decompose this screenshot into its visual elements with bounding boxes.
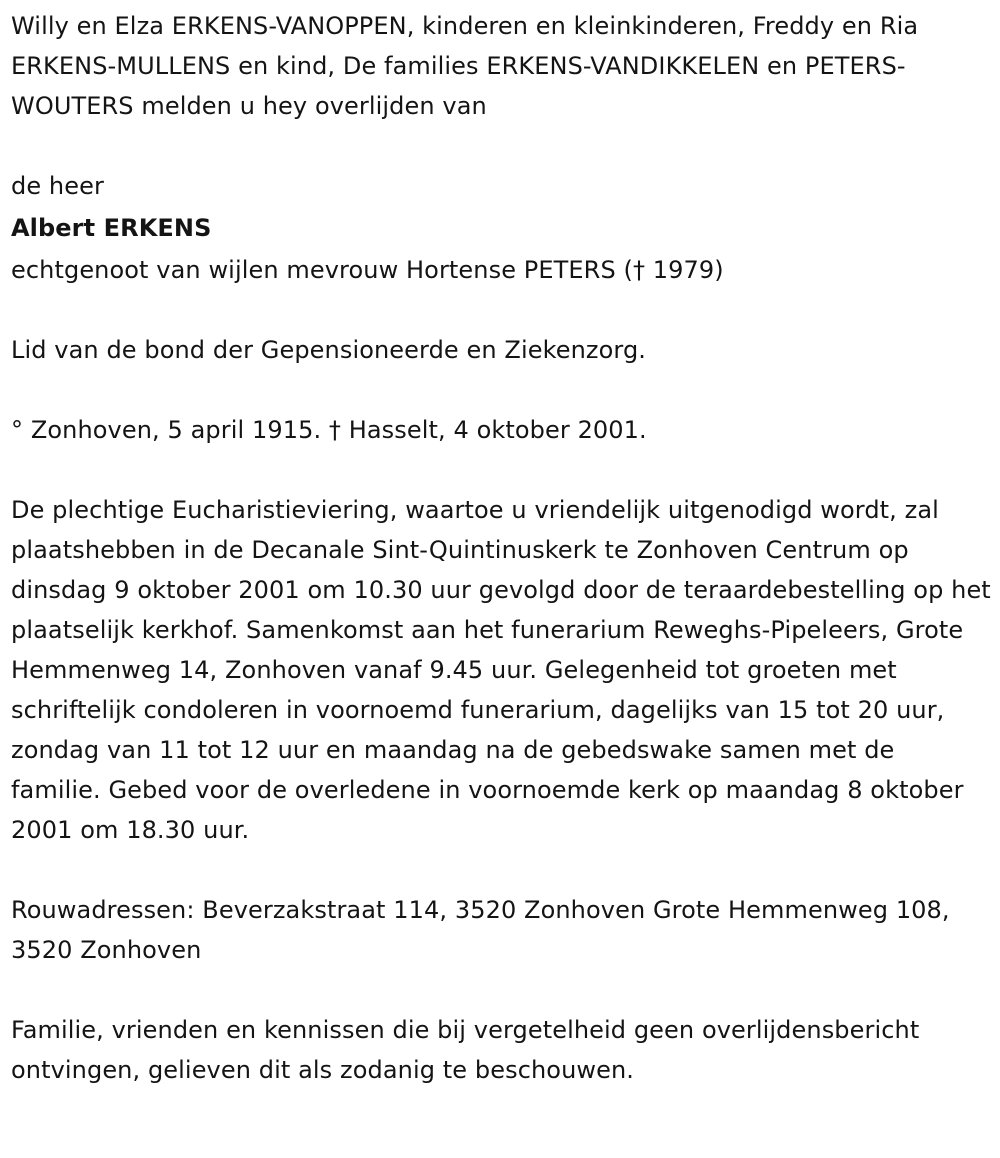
membership-line: Lid van de bond der Gepensioneerde en Ziekenzorg.: [11, 336, 647, 364]
intro-paragraph: Willy en Elza ERKENS-VANOPPEN, kinderen en kleinkinderen, Freddy en Ria ERKENS-MULLENS en kind, De families ERKENS-VANDIKKELEN en PETERS-WOUTERS melden u hey overlijden van: [11, 12, 919, 120]
spacer: [11, 450, 991, 490]
spacer: [11, 126, 991, 166]
ceremony-paragraph: De plechtige Eucharistieviering, waartoe u vriendelijk uitgenodigd wordt, zal plaatshebben in de Decanale Sint-Quintinuskerk te Zonhoven Centrum op dinsdag 9 oktober 2001 om 10.30 uur gevolgd door de teraardebestelling op het plaatselijk kerkhof. Samenkomst aan het funerarium Reweghs-Pipeleers, Grote Hemmenweg 14, Zonhoven vanaf 9.45 uur. Gelegenheid tot groeten met schriftelijk condoleren in voornoemd funerarium, dagelijks van 15 tot 20 uur, zondag van 11 tot 12 uur en maandag na de gebedswake samen met de familie. Gebed voor de overledene in voornoemde kerk op maandag 8 oktober 2001 om 18.30 uur.: [11, 496, 991, 844]
addresses-paragraph: Rouwadressen: Beverzakstraat 114, 3520 Zonhoven Grote Hemmenweg 108, 3520 Zonhoven: [11, 896, 950, 964]
birth-death-line: ° Zonhoven, 5 april 1915. † Hasselt, 4 oktober 2001.: [11, 416, 647, 444]
spouse-line: echtgenoot van wijlen mevrouw Hortense PETERS († 1979): [11, 256, 724, 284]
honorific: de heer: [11, 172, 104, 200]
spacer: [11, 290, 991, 330]
deceased-name: Albert ERKENS: [11, 214, 212, 242]
spacer: [11, 850, 991, 890]
spacer: [11, 970, 991, 1010]
obituary-notice: [11, 6, 991, 1090]
closing-paragraph: Familie, vrienden en kennissen die bij vergetelheid geen overlijdensbericht ontvingen, gelieven dit als zodanig te beschouwen.: [11, 1016, 920, 1084]
spacer: [11, 370, 991, 410]
